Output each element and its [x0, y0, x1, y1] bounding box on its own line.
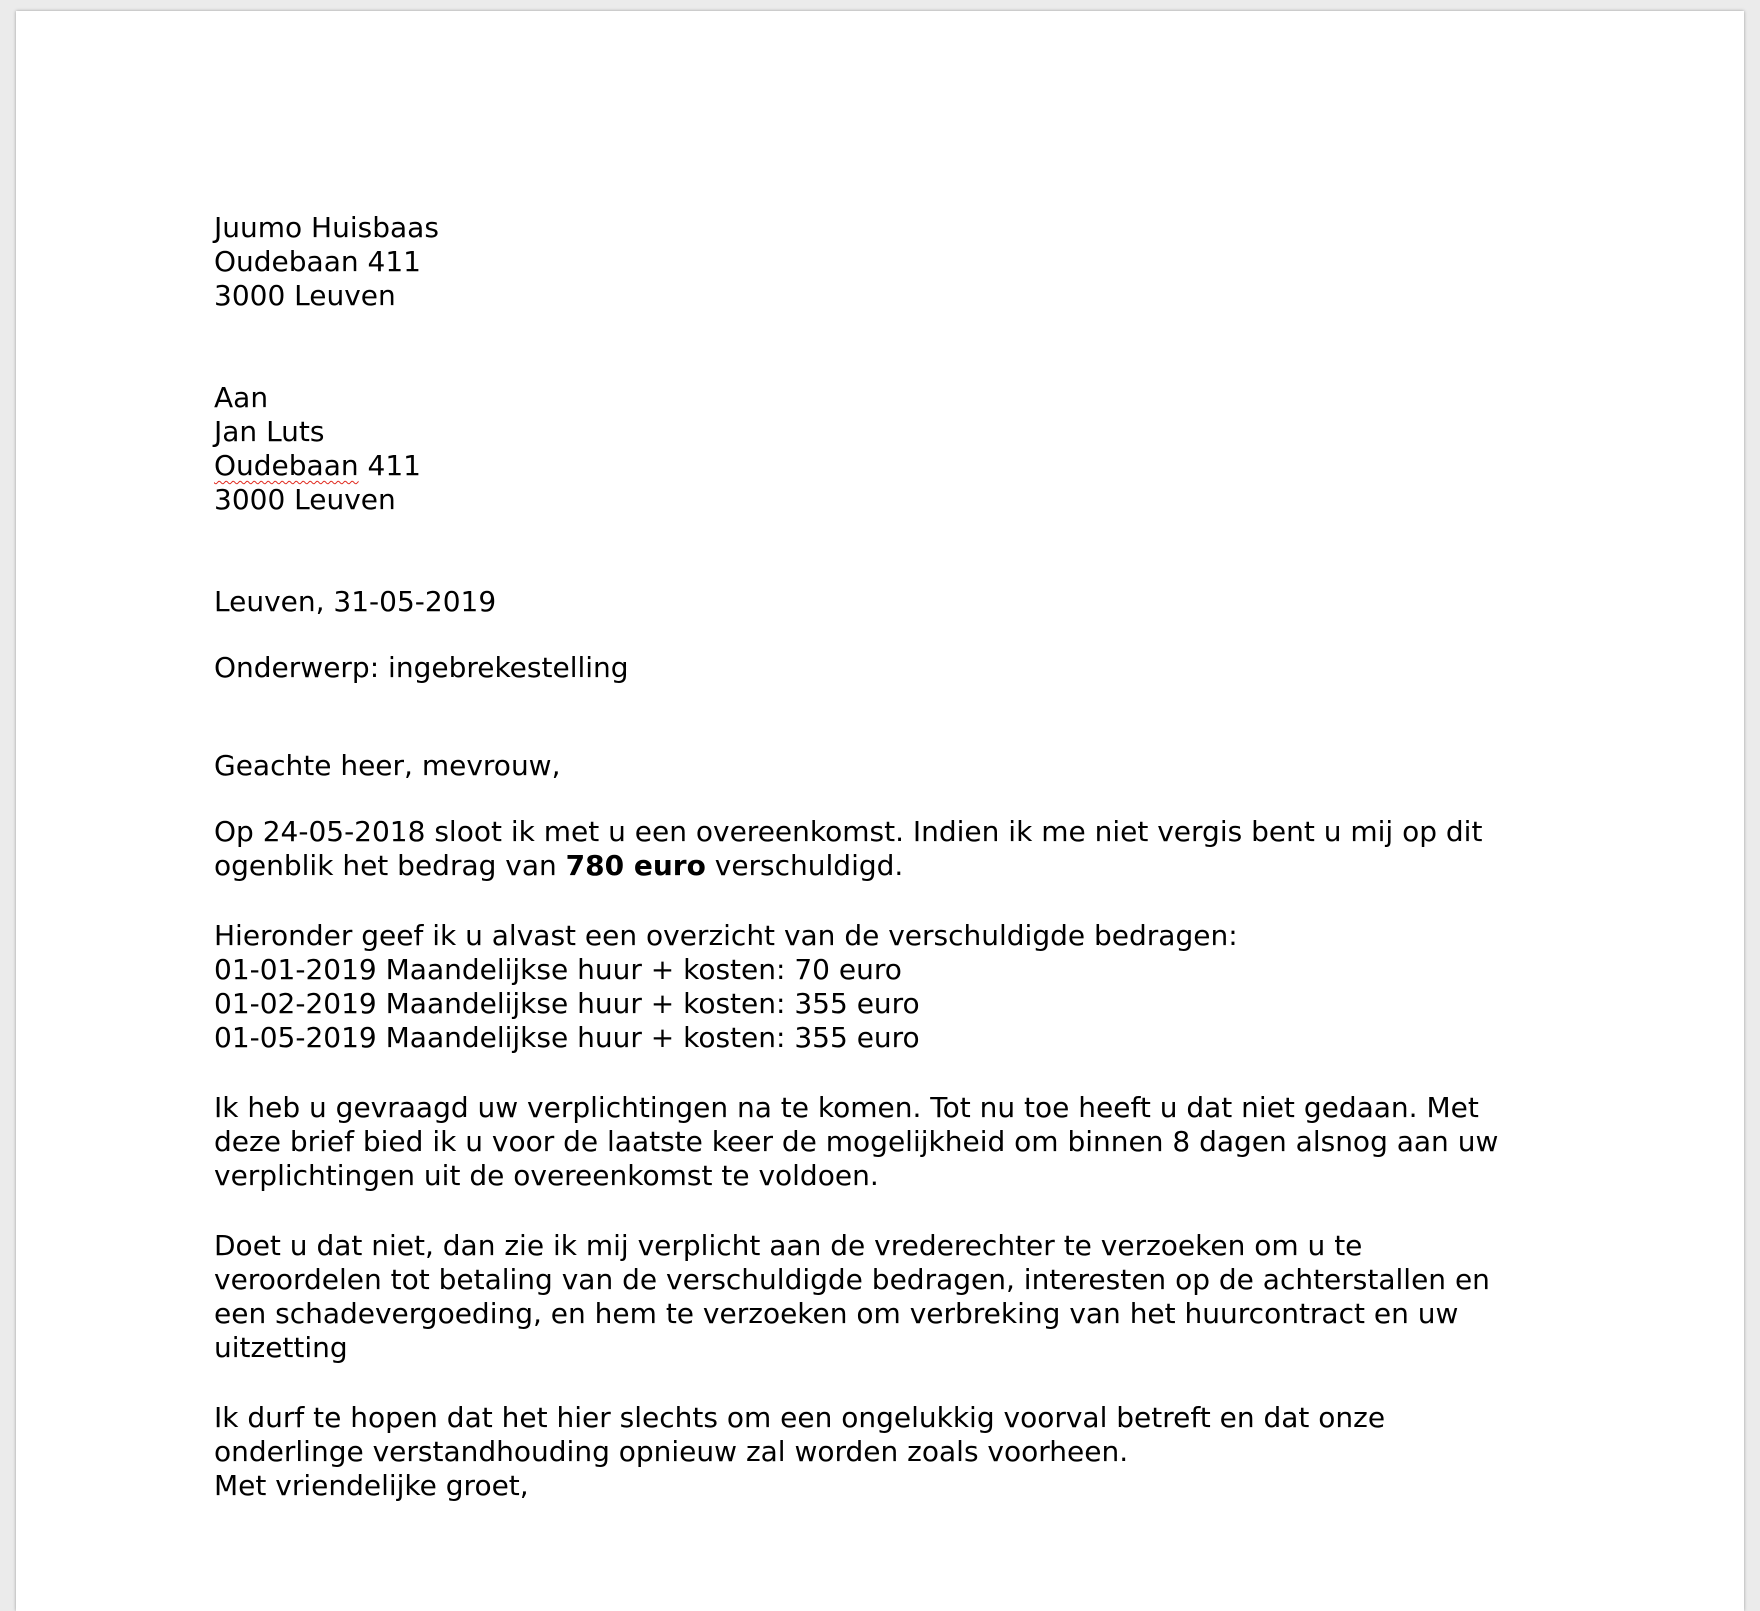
paragraph-line: uitzetting	[214, 1331, 348, 1364]
intro-paragraph	[214, 815, 1544, 883]
hope-paragraph	[214, 1401, 1544, 1503]
paragraph-line: deze brief bied ik u voor de laatste keer de mogelijkheid om binnen 8 dagen alsnog aan uw	[214, 1125, 1499, 1158]
sender-name: Juumo Huisbaas	[214, 211, 439, 244]
obligations-paragraph	[214, 1091, 1544, 1193]
overview-item: 01-05-2019 Maandelijkse huur + kosten: 355 euro	[214, 1021, 920, 1054]
overview-heading: Hieronder geef ik u alvast een overzicht van de verschuldigde bedragen:	[214, 919, 1238, 952]
sender-street: Oudebaan 411	[214, 245, 421, 278]
paragraph-line: Ik durf te hopen dat het hier slechts om een ongelukkig voorval betreft en dat onze	[214, 1401, 1386, 1434]
paragraph-line: een schadevergoeding, en hem te verzoeken om verbreking van het huurcontract en uw	[214, 1297, 1459, 1330]
letter-body[interactable]	[214, 211, 1544, 1503]
recipient-street	[214, 449, 1544, 483]
sender-address	[214, 211, 1544, 313]
recipient-address	[214, 381, 1544, 517]
paragraph-line: onderlinge verstandhouding opnieuw zal worden zoals voorheen.	[214, 1435, 1129, 1468]
intro-line-2-start: ogenblik het bedrag van	[214, 849, 566, 882]
recipient-street-number: 411	[358, 449, 421, 482]
owed-amount: 780 euro	[565, 849, 706, 882]
subject-line: Onderwerp: ingebrekestelling	[214, 651, 629, 684]
paragraph-line: verplichtingen uit de overeenkomst te voldoen.	[214, 1159, 879, 1192]
consequences-paragraph	[214, 1229, 1544, 1365]
paragraph-line: Ik heb u gevraagd uw verplichtingen na te komen. Tot nu toe heeft u dat niet gedaan. Met	[214, 1091, 1479, 1124]
overview-item: 01-01-2019 Maandelijkse huur + kosten: 70 euro	[214, 953, 902, 986]
paragraph-line: veroordelen tot betaling van de verschuldigde bedragen, interesten op de achterstallen en	[214, 1263, 1490, 1296]
place-date: Leuven, 31-05-2019	[214, 585, 497, 618]
document-page[interactable]	[16, 11, 1744, 1611]
overview-block	[214, 919, 1544, 1055]
sender-city: 3000 Leuven	[214, 279, 396, 312]
closing: Met vriendelijke groet,	[214, 1469, 529, 1502]
recipient-prefix: Aan	[214, 381, 269, 414]
salutation: Geachte heer, mevrouw,	[214, 749, 561, 782]
paragraph-line: Doet u dat niet, dan zie ik mij verplicht aan de vrederechter te verzoeken om u te	[214, 1229, 1363, 1262]
intro-line-2-end: verschuldigd.	[705, 849, 904, 882]
recipient-city: 3000 Leuven	[214, 483, 396, 516]
intro-line-2	[214, 849, 1544, 883]
recipient-name: Jan Luts	[214, 415, 325, 448]
spelling-error-word[interactable]: Oudebaan	[214, 449, 359, 482]
overview-item: 01-02-2019 Maandelijkse huur + kosten: 355 euro	[214, 987, 920, 1020]
intro-line-1: Op 24-05-2018 sloot ik met u een overeenkomst. Indien ik me niet vergis bent u mij op dit	[214, 815, 1483, 848]
